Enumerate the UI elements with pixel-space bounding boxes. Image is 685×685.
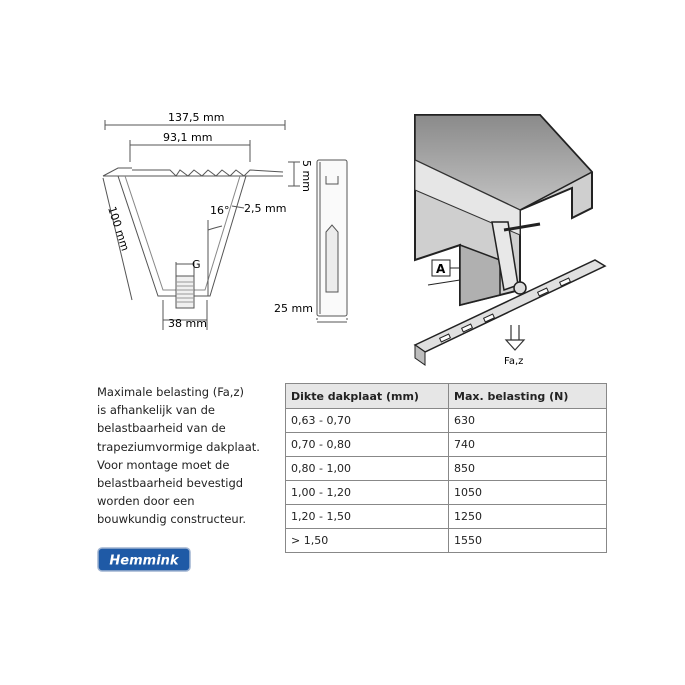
technical-drawing bbox=[0, 0, 390, 360]
cell-max-load: 850 bbox=[449, 457, 607, 481]
description-line: trapeziumvormige dakplaat. bbox=[97, 439, 260, 454]
dim-height-side: 100 mm bbox=[105, 204, 132, 253]
description-text bbox=[97, 383, 277, 529]
dim-flange: 5 mm bbox=[300, 160, 313, 192]
description-line: bouwkundig constructeur. bbox=[97, 512, 247, 527]
table-row bbox=[286, 457, 607, 481]
dim-thickness: 2,5 mm bbox=[244, 202, 287, 215]
cell-max-load: 1250 bbox=[449, 505, 607, 529]
dim-angle: 16° bbox=[210, 204, 230, 217]
dim-thread: G bbox=[192, 258, 201, 271]
logo-text: Hemmink bbox=[109, 553, 179, 569]
roof-mount-illustration bbox=[400, 100, 615, 370]
description-line: Maximale belasting (Fa,z) bbox=[97, 385, 244, 399]
load-table bbox=[285, 383, 607, 553]
cell-max-load: 1550 bbox=[449, 529, 607, 553]
cell-max-load: 630 bbox=[449, 409, 607, 433]
cell-thickness: 0,80 - 1,00 bbox=[286, 457, 449, 481]
table-header-row bbox=[286, 384, 607, 409]
cell-thickness: 0,63 - 0,70 bbox=[286, 409, 449, 433]
header-thickness: Dikte dakplaat (mm) bbox=[286, 384, 449, 409]
hemmink-logo bbox=[97, 547, 191, 572]
description-line: is afhankelijk van de bbox=[97, 403, 215, 418]
dim-width-total: 137,5 mm bbox=[168, 111, 225, 124]
cell-thickness: 1,00 - 1,20 bbox=[286, 481, 449, 505]
description-line: belastbaarheid van de bbox=[97, 421, 226, 436]
table-row bbox=[286, 409, 607, 433]
label-a: A bbox=[436, 262, 446, 276]
description-line: worden door een bbox=[97, 494, 195, 509]
description-line: belastbaarheid bevestigd bbox=[97, 476, 244, 491]
cell-thickness: 1,20 - 1,50 bbox=[286, 505, 449, 529]
table-row bbox=[286, 529, 607, 553]
dim-width-inner: 93,1 mm bbox=[163, 131, 213, 144]
cell-max-load: 1050 bbox=[449, 481, 607, 505]
label-force: Fa,z bbox=[504, 356, 524, 367]
header-max-load: Max. belasting (N) bbox=[449, 384, 607, 409]
table-row bbox=[286, 433, 607, 457]
cell-thickness: 0,70 - 0,80 bbox=[286, 433, 449, 457]
table-row bbox=[286, 481, 607, 505]
cell-max-load: 740 bbox=[449, 433, 607, 457]
dim-side-width: 25 mm bbox=[274, 302, 313, 315]
dim-base: 38 mm bbox=[168, 317, 207, 330]
description-line: Voor montage moet de bbox=[97, 457, 230, 472]
table-row bbox=[286, 505, 607, 529]
cell-thickness: > 1,50 bbox=[286, 529, 449, 553]
